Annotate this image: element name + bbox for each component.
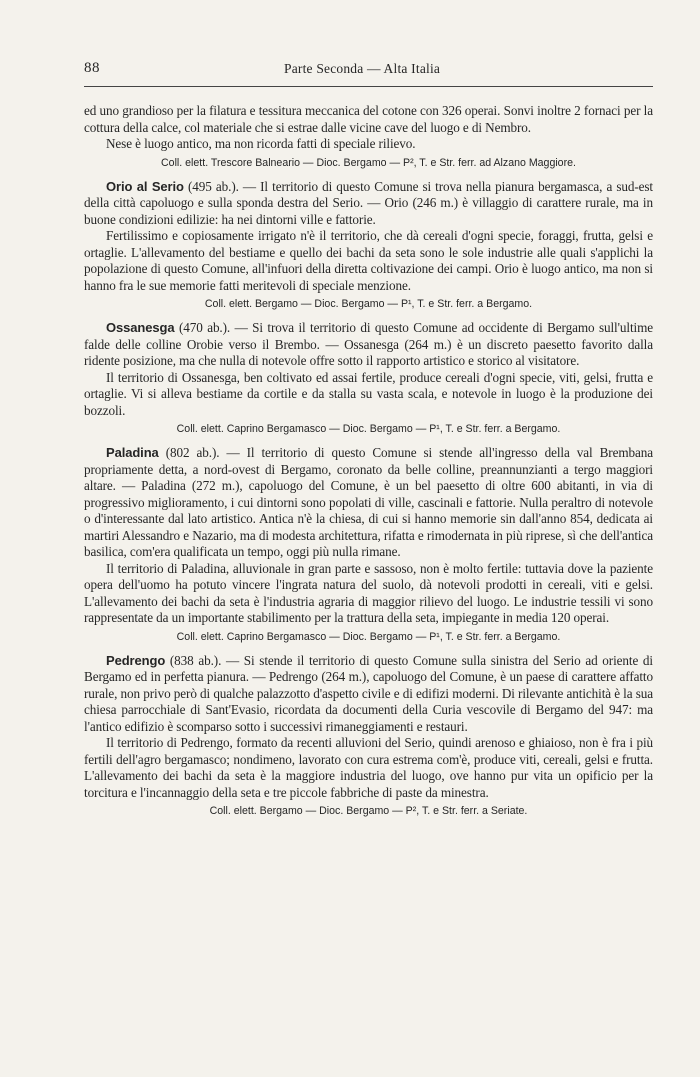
body-text	[84, 103, 653, 827]
entry-name-paladina: Paladina	[106, 445, 159, 460]
entry-text-orio-al-serio: (495 ab.). — Il territorio di questo Comune si trova nella pianura bergamasca, a sud-est della città capoluogo e sulla sponda destra del Serio. — Orio (246 m.) è villaggio di carattere rurale, ma in buone condizioni edilizie: ha nei dintorni ville e fattorie.	[84, 178, 653, 227]
entry-ossanesga	[84, 320, 653, 370]
page-header	[84, 60, 653, 80]
admin-line-orio: Coll. elett. Bergamo — Dioc. Bergamo — P¹, T. e Str. ferr. a Bergamo.	[204, 298, 533, 310]
admin-line-nese: Coll. elett. Trescore Balneario — Dioc. Bergamo — P², T. e Str. ferr. ad Alzano Maggiore.	[161, 156, 576, 169]
admin-line-ossanesga: Coll. elett. Caprino Bergamasco — Dioc. Bergamo — P¹, T. e Str. ferr. a Bergamo.	[176, 423, 561, 435]
paragraph-nembro-continuation: ed uno grandioso per la filatura e tessitura meccanica del cotone con 326 operai. Sonvi inoltre 2 fornaci per la cottura della calce, col materiale che si estrae dalle vicine cave del luogo e di Nembro.	[84, 103, 653, 135]
entry-text-ossanesga: (470 ab.). — Si trova il territorio di questo Comune ad occidente di Bergamo sull'ultime falde delle colline Orobie verso il Brembo. — Ossanesga (264 m.) è un discreto paesetto favorito dalla ridente posizione, ma che nulla di notevole offre sotto il rapporto artistico e storico al visitatore.	[84, 320, 653, 368]
page-number: 88	[84, 60, 100, 76]
paragraph-nese-history: Nese è luogo antico, ma non ricorda fatti di speciale rilievo.	[106, 136, 416, 151]
entry-text-pedrengo: (838 ab.). — Si stende il territorio di questo Comune sulla sinistra del Serio ad oriente di Bergamo ed in perfetta pianura. — Pedrengo (264 m.), capoluogo del Comune, è un paese di carattere affatto rurale, non privo però di qualche palazzotto d'aspetto civile e di edifizi moderni. Di rilevante antichità è la sua chiesa parrocchiale di Sant'Evasio, ricordata da documenti della Curia vescovile di Bergamo del 947: ma l'antico edifizio è scomparso sotto i successivi rimaneggiamenti e restauri.	[84, 652, 653, 734]
entry-paladina	[84, 445, 653, 561]
paragraph-ossanesga-territory: Il territorio di Ossanesga, ben coltivato ed assai fertile, produce cereali d'ogni specie, viti, gelsi, frutta e ortaglie. Vi si alleva bestiame da cortile e da stalla su vasta scala, e notevole in luogo è la produzione dei bozzoli.	[84, 369, 653, 418]
header-rule	[84, 86, 653, 87]
entry-name-pedrengo: Pedrengo	[106, 652, 166, 668]
entry-pedrengo	[84, 653, 653, 736]
paragraph-orio-territory: Fertilissimo e copiosamente irrigato n'è il territorio, che dà cereali d'ogni specie, foraggi, frutta, gelsi e ortaglie. L'allevamento del bestiame e quello dei bachi da seta sono le sole industrie alle quali s'applichi la popolazione di questo Comune, all'infuori della diretta coltivazione dei campi. Orio è luogo antico, ma non si hanno fra le sue memorie fatti meritevoli di speciale menzione.	[84, 228, 653, 293]
admin-line-pedrengo: Coll. elett. Bergamo — Dioc. Bergamo — P², T. e Str. ferr. a Seriate.	[209, 805, 528, 817]
entry-name-ossanesga: Ossanesga	[106, 320, 175, 335]
entry-text-paladina: (802 ab.). — Il territorio di questo Comune si stende all'ingresso della val Brembana propriamente detta, a nord-ovest di Bergamo, coronato da belle colline, preannunzianti a tergo maggiori altare. — Paladina (272 m.), capoluogo del Comune, è un bel paesetto di oltre 600 abitanti, in via di progressivo miglioramento, i cui dintorni sono popolati di ville, cascinali e fattorie. Nulla peraltro di notevole o d'interessante dal lato artistico. Antica n'è la chiesa, di cui si hanno memorie sin dall'anno 854, dedicata ai martiri Alessandro e Nazario, ma di modesta architettura, rifatta e rimodernata in più riprese, sì che dell'antica basilica, com'era qualificata un tempo, oggi più nulla rimane.	[84, 445, 653, 559]
entry-name-orio-al-serio: Orio al Serio	[106, 178, 184, 194]
entry-orio-al-serio	[84, 179, 653, 229]
paragraph-pedrengo-territory: Il territorio di Pedrengo, formato da recenti alluvioni del Serio, quindi arenoso e ghiaioso, non è fra i più fertili dell'agro bergamasco; nondimeno, lavorato con cura estrema com'è, produce viti, cereali, gelsi e frutta. L'allevamento dei bachi da seta è la maggiore industria del luogo, ove hanno pur vita un opificio per la torcitura e l'incannaggio della seta e tre piccole fabbriche di paste da minestra.	[84, 735, 653, 800]
admin-line-paladina: Coll. elett. Caprino Bergamasco — Dioc. Bergamo — P¹, T. e Str. ferr. a Bergamo.	[176, 630, 561, 643]
running-title: Parte Seconda — Alta Italia	[284, 61, 441, 76]
paragraph-paladina-territory: Il territorio di Paladina, alluvionale in gran parte e sassoso, non è molto fertile: tuttavia dove la paziente opera dell'uomo ha potuto vincere l'ingrata natura del suolo, dà notevoli prodotti in cereali, viti e gelsi. L'allevamento dei bachi da seta è l'industria agraria di maggior rilievo del luogo. Le industrie tessili vi sono rappresentate da un importante stabilimento per la trattura della seta, impiegante in media 120 operai.	[84, 560, 653, 625]
